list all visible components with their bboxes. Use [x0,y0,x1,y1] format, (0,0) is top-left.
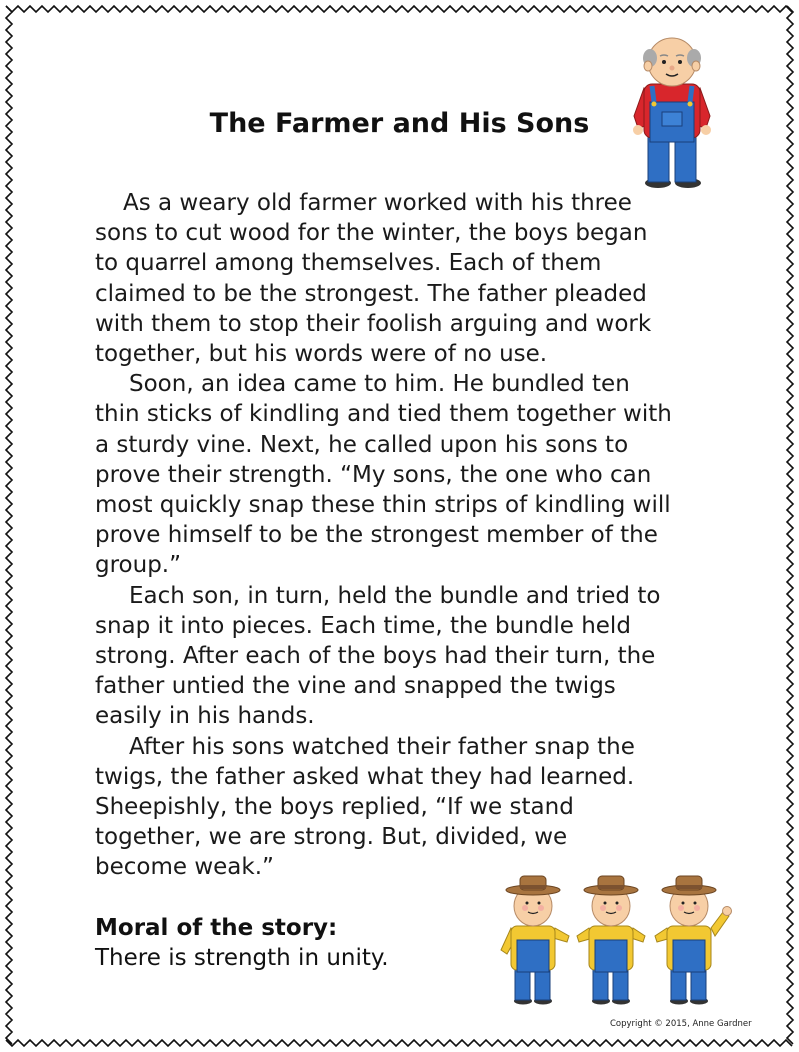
three-sons-illustration [495,870,735,1005]
story-body [95,188,705,883]
page-title: The Farmer and His Sons [209,108,590,139]
moral-section [95,913,495,973]
story-paragraph: Each son, in turn, held the bundle and tried to snap it into pieces. Each time, the bundle held strong. After each of the boys had their turn, the father untied the vine and snapped the twigs easily in his hands. [95,582,661,730]
moral-heading: Moral of the story: [95,915,338,941]
copyright-notice: Copyright © 2015, Anne Gardner [610,1019,752,1029]
story-paragraph: Soon, an idea came to him. He bundled ten thin sticks of kindling and tied them together with a sturdy vine. Next, he called upon his sons to prove their strength. “My sons, the one who can most quickly snap these thin strips of kindling will prove himself to be the strongest member of the group.” [95,371,672,579]
story-paragraph: After his sons watched their father snap the twigs, the father asked what they had learned. Sheepishly, the boys replied, “If we stand together, we are strong. But, divided, we become weak.” [95,733,635,881]
old-farmer-illustration [628,28,716,190]
moral-text: There is strength in unity. [95,945,389,971]
story-paragraph: As a weary old farmer worked with his three sons to cut wood for the winter, the boys began to quarrel among themselves. Each of them claimed to be the strongest. The father pleaded with them to stop their foolish arguing and work together, but his words were of no use. [95,190,652,368]
